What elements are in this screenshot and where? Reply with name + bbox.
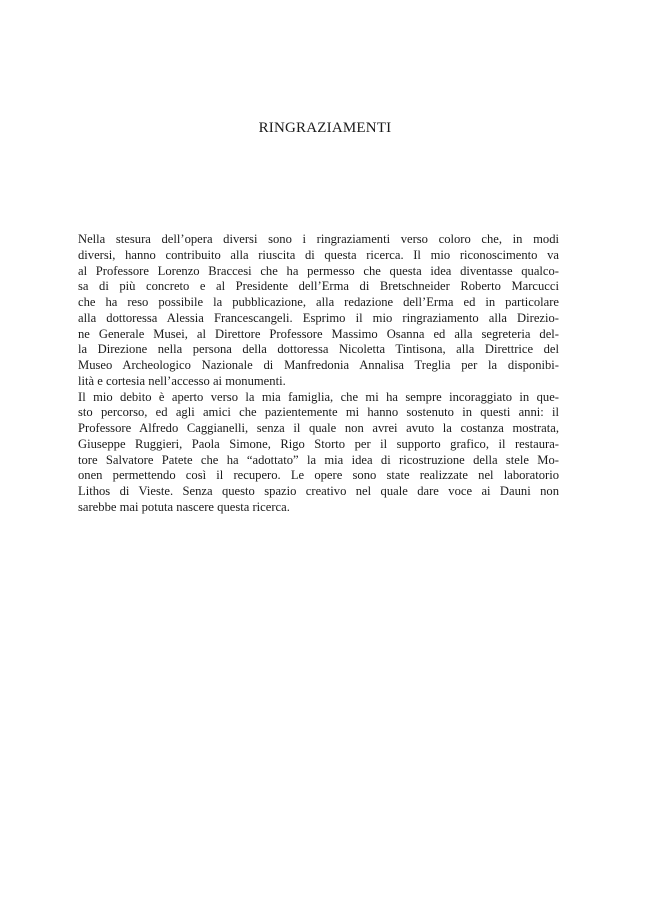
text-line: Il mio debito è aperto verso la mia famiglia, che mi ha sempre incoraggiato in que- <box>78 389 559 404</box>
text-line: lità e cortesia nell’accesso ai monumenti. <box>78 373 286 388</box>
text-line: Nella stesura dell’opera diversi sono i ringraziamenti verso coloro che, in modi <box>78 232 559 246</box>
text-line: che ha reso possibile la pubblicazione, alla redazione dell’Erma ed in particolare <box>78 295 559 309</box>
paragraph-1 <box>78 232 559 390</box>
page-title: RINGRAZIAMENTI <box>258 120 392 136</box>
paragraph-2 <box>78 390 559 516</box>
text-line: la Direzione nella persona della dottoressa Nicoletta Tintisona, alla Direttrice del <box>78 342 559 357</box>
text-line: ne Generale Musei, al Direttore Professore Massimo Osanna ed alla segreteria del- <box>78 326 559 341</box>
text-line: tore Salvatore Patete che ha “adottato” la mia idea di ricostruzione della stele Mo- <box>78 452 559 467</box>
text-line: Professore Alfredo Caggianelli, senza il quale non avrei avuto la costanza mostrata, <box>78 421 559 435</box>
text-line: al Professore Lorenzo Braccesi che ha permesso che questa idea diventasse qualco- <box>78 263 559 278</box>
acknowledgements-body <box>78 232 559 516</box>
text-line: alla dottoressa Alessia Francescangeli. Esprimo il mio ringraziamento alla Direzio- <box>78 310 559 325</box>
text-line: diversi, hanno contribuito alla riuscita di questa ricerca. Il mio riconoscimento va <box>78 247 559 262</box>
text-line: sto percorso, ed agli amici che pazientemente mi hanno sostenuto in questi anni: il <box>78 405 559 420</box>
text-line: Museo Archeologico Nazionale di Manfredonia Annalisa Treglia per la disponibi- <box>78 358 559 372</box>
text-line: onen permettendo così il recupero. Le opere sono state realizzate nel laboratorio <box>78 468 559 483</box>
text-line: sarebbe mai potuta nascere questa ricerca. <box>78 499 290 514</box>
text-line: Giuseppe Ruggieri, Paola Simone, Rigo Storto per il supporto grafico, il restaura- <box>78 436 559 451</box>
text-line: sa di più concreto e al Presidente dell’Erma di Bretschneider Roberto Marcucci <box>78 279 559 294</box>
text-line: Lithos di Vieste. Senza questo spazio creativo nel quale dare voce ai Dauni non <box>78 484 559 498</box>
